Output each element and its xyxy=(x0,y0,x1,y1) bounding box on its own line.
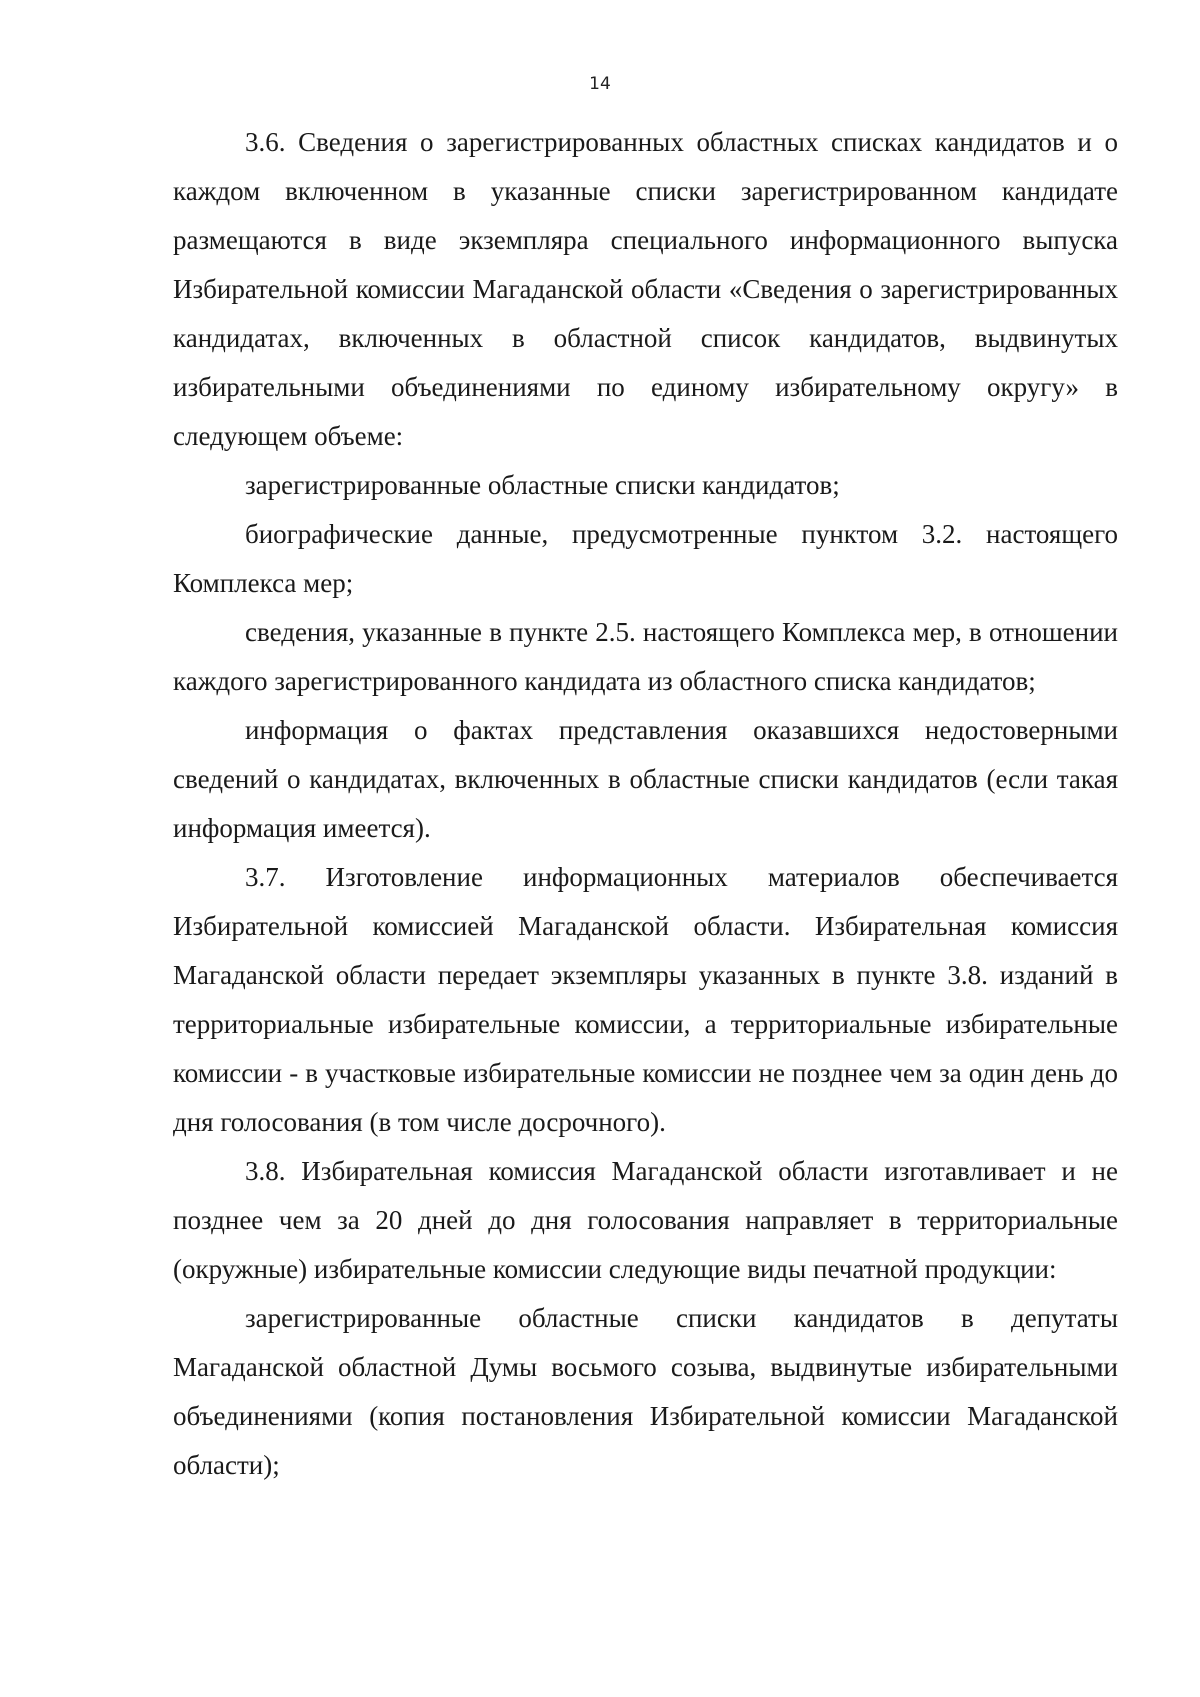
list-item-candidate-info: сведения, указанные в пункте 2.5. настоящего Комплекса мер, в отношении каждого зарегистрированного кандидата из областного списка кандидатов; xyxy=(173,617,1118,696)
list-item-registered-lists: зарегистрированные областные списки кандидатов; xyxy=(245,470,840,500)
list-item-biographical-data: биографические данные, предусмотренные пунктом 3.2. настоящего Комплекса мер; xyxy=(173,519,1118,598)
paragraph-3-8: 3.8. Избирательная комиссия Магаданской области изготавливает и не позднее чем за 20 дней до дня голосования направляет в территориальные (окружные) избирательные комиссии следующие виды печатной продукции: xyxy=(173,1156,1118,1284)
list-item-false-info: информация о фактах представления оказавшихся недостоверными сведений о кандидатах, включенных в областные списки кандидатов (если такая информация имеется). xyxy=(173,715,1118,843)
document-body xyxy=(173,118,1118,1490)
list-item-registered-lists-deputies: зарегистрированные областные списки кандидатов в депутаты Магаданской областной Думы восьмого созыва, выдвинутые избирательными объединениями (копия постановления Избирательной комиссии Магаданской области); xyxy=(173,1303,1118,1480)
page-number: 14 xyxy=(589,74,611,94)
paragraph-3-6: 3.6. Сведения о зарегистрированных областных списках кандидатов и о каждом включенном в указанные списки зарегистрированном кандидате размещаются в виде экземпляра специального информационного выпуска Избирательной комиссии Магаданской области «Сведения о зарегистрированных кандидатах, включенных в областной список кандидатов, выдвинутых избирательными объединениями по единому избирательному округу» в следующем объеме: xyxy=(173,127,1118,451)
paragraph-3-7: 3.7. Изготовление информационных материалов обеспечивается Избирательной комиссией Магаданской области. Избирательная комиссия Магаданской области передает экземпляры указанных в пункте 3.8. изданий в территориальные избирательные комиссии, а территориальные избирательные комиссии - в участковые избирательные комиссии не позднее чем за один день до дня голосования (в том числе досрочного). xyxy=(173,862,1118,1137)
